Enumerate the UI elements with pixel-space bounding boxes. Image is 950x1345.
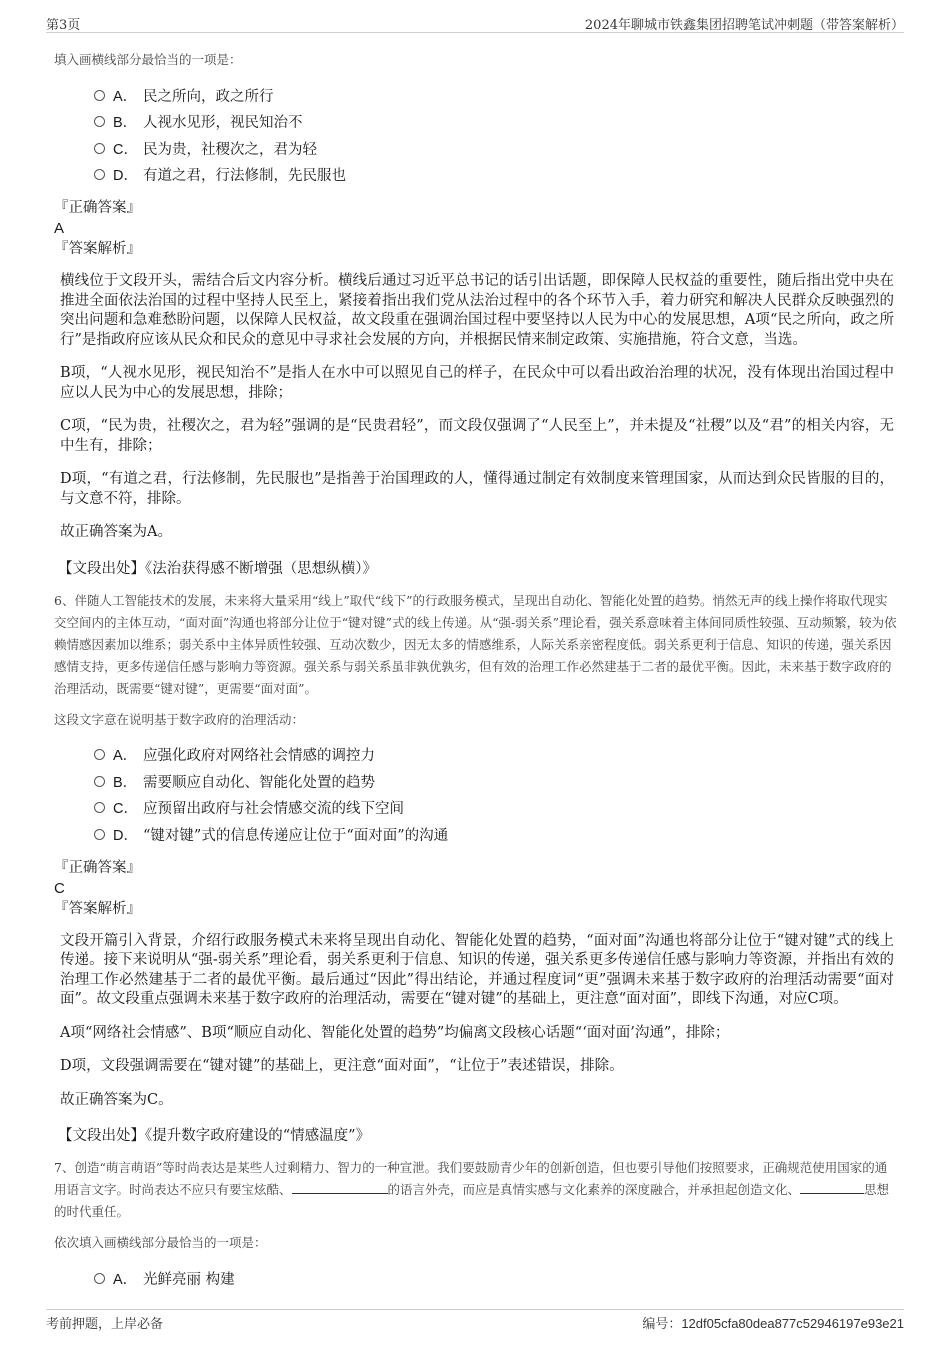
q5-analysis-p1: 横线位于文段开头，需结合后文内容分析。横线后通过习近平总书记的话引出话题，即保障人民权益的重要性，随后指出党中央在推进全面依法治国的过程中坚持人民至上，紧接着指出我们党从法治过程中的各个环节入手，着力研究和解决人民群众反映强烈的突出问题和急难愁盼问题，以保障人民权益，故文段重在强调治国过程中要坚持以人民为中心的发展思想，A项“民之所向，政之所行”是指政府应该从民众和民众的意见中寻求社会发展的方向，并根据民情来制定政策、实施措施，符合文意，当选。 bbox=[60, 273, 894, 348]
q6-question: 6、伴随人工智能技术的发展，未来将大量采用“线上”取代“线下”的行政服务模式，呈现出自动化、智能化处置的趋势。悄然无声的线上操作将取代现实交空间内的主体互动，“面对面”沟通也将部分让位于“键对键”式的线上传递。从“强-弱关系”理论看，强关系意味着主体间同质性较强、互动频繁，较为依赖情感因素加以维系；弱关系中主体异质性较强、互动次数少，因无太多的情感维系，人际关系亲密程度低。弱关系更利于信息、知识的传递，强关系因感情支持，更多传递信任感与影响力等资源。强关系与弱关系虽非孰优孰劣，但有效的治理工作必然建基于二者的最优平衡。因此，未来基于数字政府的治理活动，既需要“键对键”，更需要“面对面”。 bbox=[54, 592, 897, 696]
q5-analysis-p5: 故正确答案为A。 bbox=[60, 524, 172, 540]
q7-prompt: 依次填入画横线部分最恰当的一项是： bbox=[54, 1235, 267, 1250]
document-title: 2024年聊城市铁鑫集团招聘笔试冲刺题（带答案解析） bbox=[584, 18, 904, 33]
q6-options bbox=[94, 742, 898, 848]
radio-icon[interactable] bbox=[94, 1273, 105, 1284]
q5-option-b[interactable]: B． 人视水见形，视民知治不 bbox=[94, 109, 898, 136]
radio-icon[interactable] bbox=[94, 776, 105, 787]
q6-option-a[interactable]: A． 应强化政府对网络社会情感的调控力 bbox=[94, 742, 898, 769]
q6-analysis-p4: 故正确答案为C。 bbox=[60, 1091, 173, 1108]
blank-line bbox=[292, 1181, 388, 1194]
q6-option-c[interactable]: C． 应预留出政府与社会情感交流的线下空间 bbox=[94, 795, 898, 822]
q5-answer: A bbox=[54, 220, 65, 237]
q5-analysis-label: 『答案解析』 bbox=[54, 241, 141, 257]
q6-prompt: 这段文字意在说明基于数字政府的治理活动： bbox=[54, 711, 305, 727]
q5-source: 【文段出处】《法治获得感不断增强（思想纵横）》 bbox=[58, 560, 377, 577]
q6-analysis-p1: 文段开篇引入背景，介绍行政服务模式未来将呈现出自动化、智能化处置的趋势，“面对面”沟通也将部分让位于“键对键”式的线上传递。接下来说明从“强-弱关系”理论看，弱关系更利于信息、知识的传递，强关系更多传递信任感与影响力等资源，并指出有效的治理工作必然建基于二者的最优平衡。最后通过“因此”得出结论，并通过程度词“更”强调未来基于数字政府的治理活动需要“面对面”。故文段重点强调未来基于数字政府的治理活动，需要在“键对键”的基础上，更注意“面对面”，即线下沟通，对应C项。 bbox=[60, 932, 894, 1007]
q6-answer: C bbox=[54, 879, 65, 897]
footer-slogan: 考前押题，上岸必备 bbox=[46, 1317, 164, 1332]
q5-analysis-p2: B项，“人视水见形，视民知治不”是指人在水中可以照见自己的样子，在民众中可以看出政治治理的状况，没有体现出治国过程中应以人民为中心的发展思想，排除； bbox=[60, 365, 894, 401]
q5-analysis-p4: D项，“有道之君，行法修制，先民服也”是指善于治国理政的人，懂得通过制定有效制度来管理国家，从而达到众民皆服的目的，与文意不符，排除。 bbox=[60, 471, 894, 507]
q5-option-a[interactable]: A． 民之所向，政之所行 bbox=[94, 82, 898, 109]
page-content bbox=[54, 44, 898, 1302]
q5-options bbox=[94, 82, 898, 188]
q5-answer-label: 『正确答案』 bbox=[54, 200, 141, 216]
q6-source: 【文段出处】《提升数字政府建设的“情感温度”》 bbox=[58, 1128, 371, 1144]
q5-analysis-p3: C项，“民为贵，社稷次之，君为轻”强调的是“民贵君轻”，而文段仅强调了“人民至上”，并未提及“社稷”以及“君”的相关内容，无中生有，排除； bbox=[60, 418, 894, 454]
q5-option-d[interactable]: D． 有道之君，行法修制，先民服也 bbox=[94, 162, 898, 189]
page-number: 第3页 bbox=[46, 18, 81, 33]
radio-icon[interactable] bbox=[94, 143, 105, 154]
radio-icon[interactable] bbox=[94, 116, 105, 127]
page-footer bbox=[46, 1309, 904, 1331]
q6-option-b[interactable]: B． 需要顺应自动化、智能化处置的趋势 bbox=[94, 768, 898, 795]
q7-question: 7、创造“萌言萌语”等时尚表达是某些人过剩精力、智力的一种宣泄。我们要鼓励青少年的创新创造，但也要引导他们按照要求，正确规范使用国家的通用语言文字。时尚表达不应只有要宝炫酷、 的语言外壳，而应是真情实感与文化素养的深度融合，并承担起创造文化、 思想的时代重任。 bbox=[54, 1160, 890, 1219]
radio-icon[interactable] bbox=[94, 802, 105, 813]
document-code: 编号：12df05cfa80dea877c52946197e93e21 bbox=[642, 1316, 904, 1331]
blank-line bbox=[800, 1181, 864, 1194]
page-header bbox=[46, 14, 904, 33]
q6-option-d[interactable]: D． “键对键”式的信息传递应让位于“面对面”的沟通 bbox=[94, 821, 898, 848]
radio-icon[interactable] bbox=[94, 829, 105, 840]
q7-option-a[interactable]: A． 光鲜亮丽 构建 bbox=[94, 1265, 898, 1292]
radio-icon[interactable] bbox=[94, 169, 105, 180]
q5-prompt: 填入画横线部分最恰当的一项是： bbox=[54, 52, 242, 67]
q7-options bbox=[94, 1265, 898, 1292]
q6-answer-label: 『正确答案』 bbox=[54, 859, 141, 876]
q6-analysis-p2: A项“网络社会情感”、B项“顺应自动化、智能化处置的趋势”均偏离文段核心话题“‘面对面’沟通”，排除； bbox=[60, 1024, 730, 1041]
q6-analysis-label: 『答案解析』 bbox=[54, 900, 141, 917]
q5-option-c[interactable]: C． 民为贵，社稷次之，君为轻 bbox=[94, 135, 898, 162]
q6-analysis-p3: D项，文段强调需要在“键对键”的基础上，更注意“面对面”，“让位于”表述错误，排除。 bbox=[60, 1058, 624, 1074]
radio-icon[interactable] bbox=[94, 90, 105, 101]
radio-icon[interactable] bbox=[94, 749, 105, 760]
